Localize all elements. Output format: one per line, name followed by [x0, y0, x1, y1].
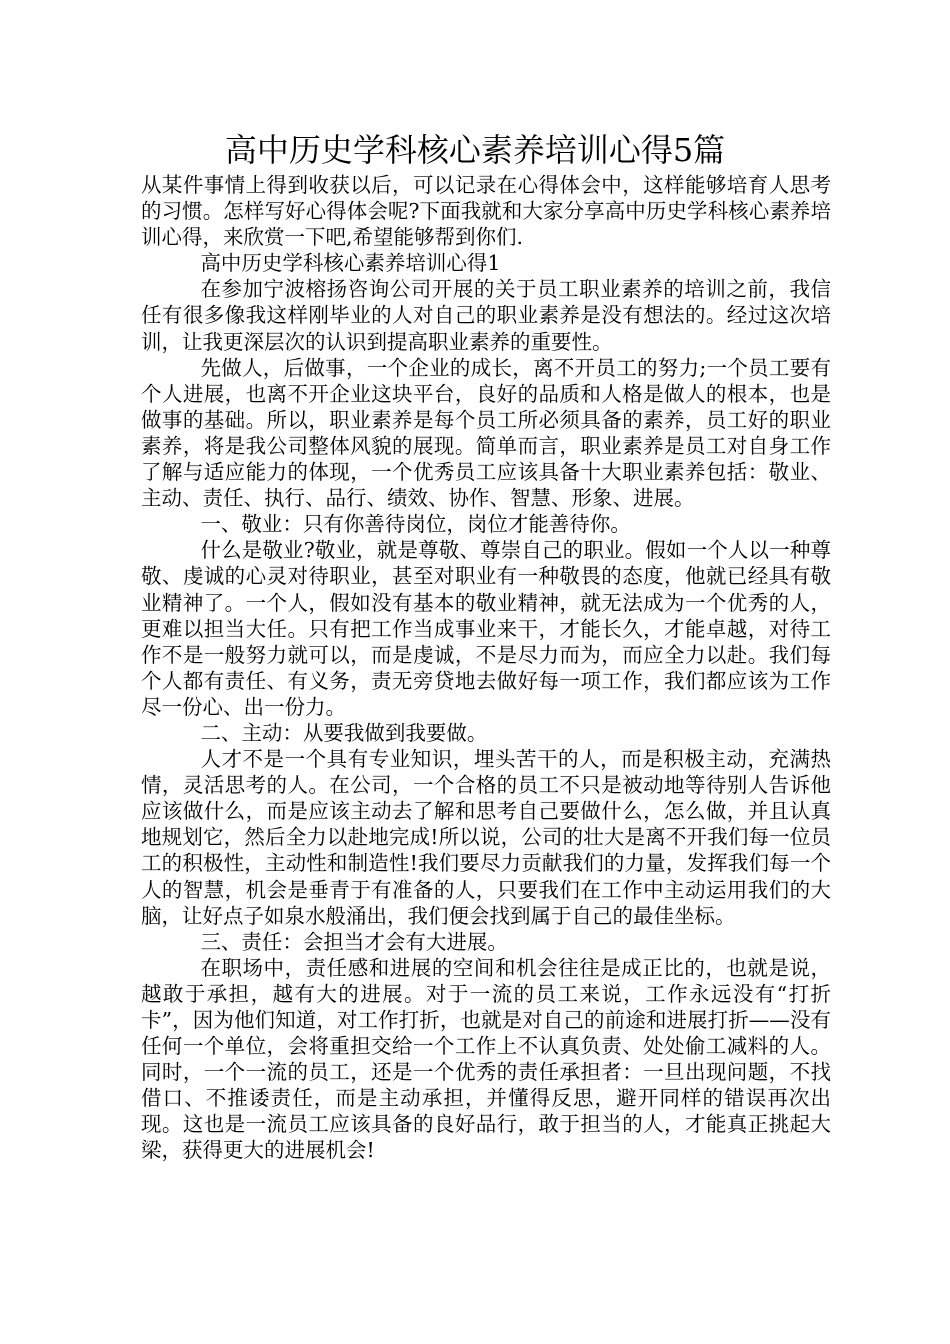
document-body — [141, 172, 831, 1164]
body-paragraph: 什么是敬业?敬业，就是尊敬、尊崇自己的职业。假如一个人以一种尊敬、虔诚的心灵对待职业，甚至对职业有一种敬畏的态度，他就已经具有敬业精神了。一个人，假如没有基本的敬业精神，就无法成为一个优秀的人，更难以担当大任。只有把工作当成事业来干，才能长久，才能卓越，对待工作不是一般努力就可以，而是虔诚，不是尽力而为，而应全力以赴。我们每个人都有责任、有义务，责无旁贷地去做好每一项工作，我们都应该为工作尽一份心、出一份力。 — [141, 538, 831, 719]
body-paragraph: 先做人，后做事，一个企业的成长，离不开员工的努力;一个员工要有个人进展，也离不开企业这块平台，良好的品质和人格是做人的根本，也是做事的基础。所以，职业素养是每个员工所必须具备的素养，员工好的职业素养，将是我公司整体风貌的展现。简单而言，职业素养是员工对自身工作了解与适应能力的体现，一个优秀员工应该具备十大职业素养包括：敬业、主动、责任、执行、品行、绩效、协作、智慧、形象、进展。 — [141, 355, 831, 511]
body-paragraph: 在职场中，责任感和进展的空间和机会往往是成正比的，也就是说，越敢于承担，越有大的进展。对于一流的员工来说，工作永远没有“打折卡”，因为他们知道，对工作打折，也就是对自己的前途和进展打折——没有任何一个单位，会将重担交给一个工作上不认真负责、处处偷工减料的人。同时，一个一流的员工，还是一个优秀的责任承担者：一旦出现问题，不找借口、不推诿责任，而是主动承担，并懂得反思，避开同样的错误再次出现。这也是一流员工应该具备的良好品行，敢于担当的人，才能真正挑起大梁，获得更大的进展机会! — [141, 955, 831, 1163]
document-title: 高中历史学科核心素养培训心得5篇 — [224, 131, 726, 169]
body-paragraph: 在参加宁波榕扬咨询公司开展的关于员工职业素养的培训之前，我信任有很多像我这样刚毕业的人对自己的职业素养是没有想法的。经过这次培训，让我更深层次的认识到提高职业素养的重要性。 — [141, 277, 831, 354]
subheading-initiative: 二、主动：从要我做到我要做。 — [200, 720, 488, 745]
subheading-dedication: 一、敬业：只有你善待岗位，岗位才能善待你。 — [200, 512, 631, 537]
section-heading-1: 高中历史学科核心素养培训心得1 — [200, 251, 501, 276]
body-paragraph: 人才不是一个具有专业知识，埋头苦干的人，而是积极主动，充满热情，灵活思考的人。在公司，一个合格的员工不只是被动地等待别人告诉他应该做什么，而是应该主动去了解和思考自己要做什么，怎么做，并且认真地规划它，然后全力以赴地完成!所以说，公司的壮大是离不开我们每一位员工的积极性，主动性和制造性!我们要尽力贡献我们的力量，发挥我们每一个人的智慧，机会是垂青于有准备的人，只要我们在工作中主动运用我们的大脑，让好点子如泉水般涌出，我们便会找到属于自己的最佳坐标。 — [141, 747, 831, 928]
subheading-responsibility: 三、责任：会担当才会有大进展。 — [200, 929, 508, 954]
intro-paragraph: 从某件事情上得到收获以后，可以记录在心得体会中，这样能够培育人思考的习惯。怎样写好心得体会呢?下面我就和大家分享高中历史学科核心素养培训心得，来欣赏一下吧,希望能够帮到你们. — [141, 173, 831, 250]
